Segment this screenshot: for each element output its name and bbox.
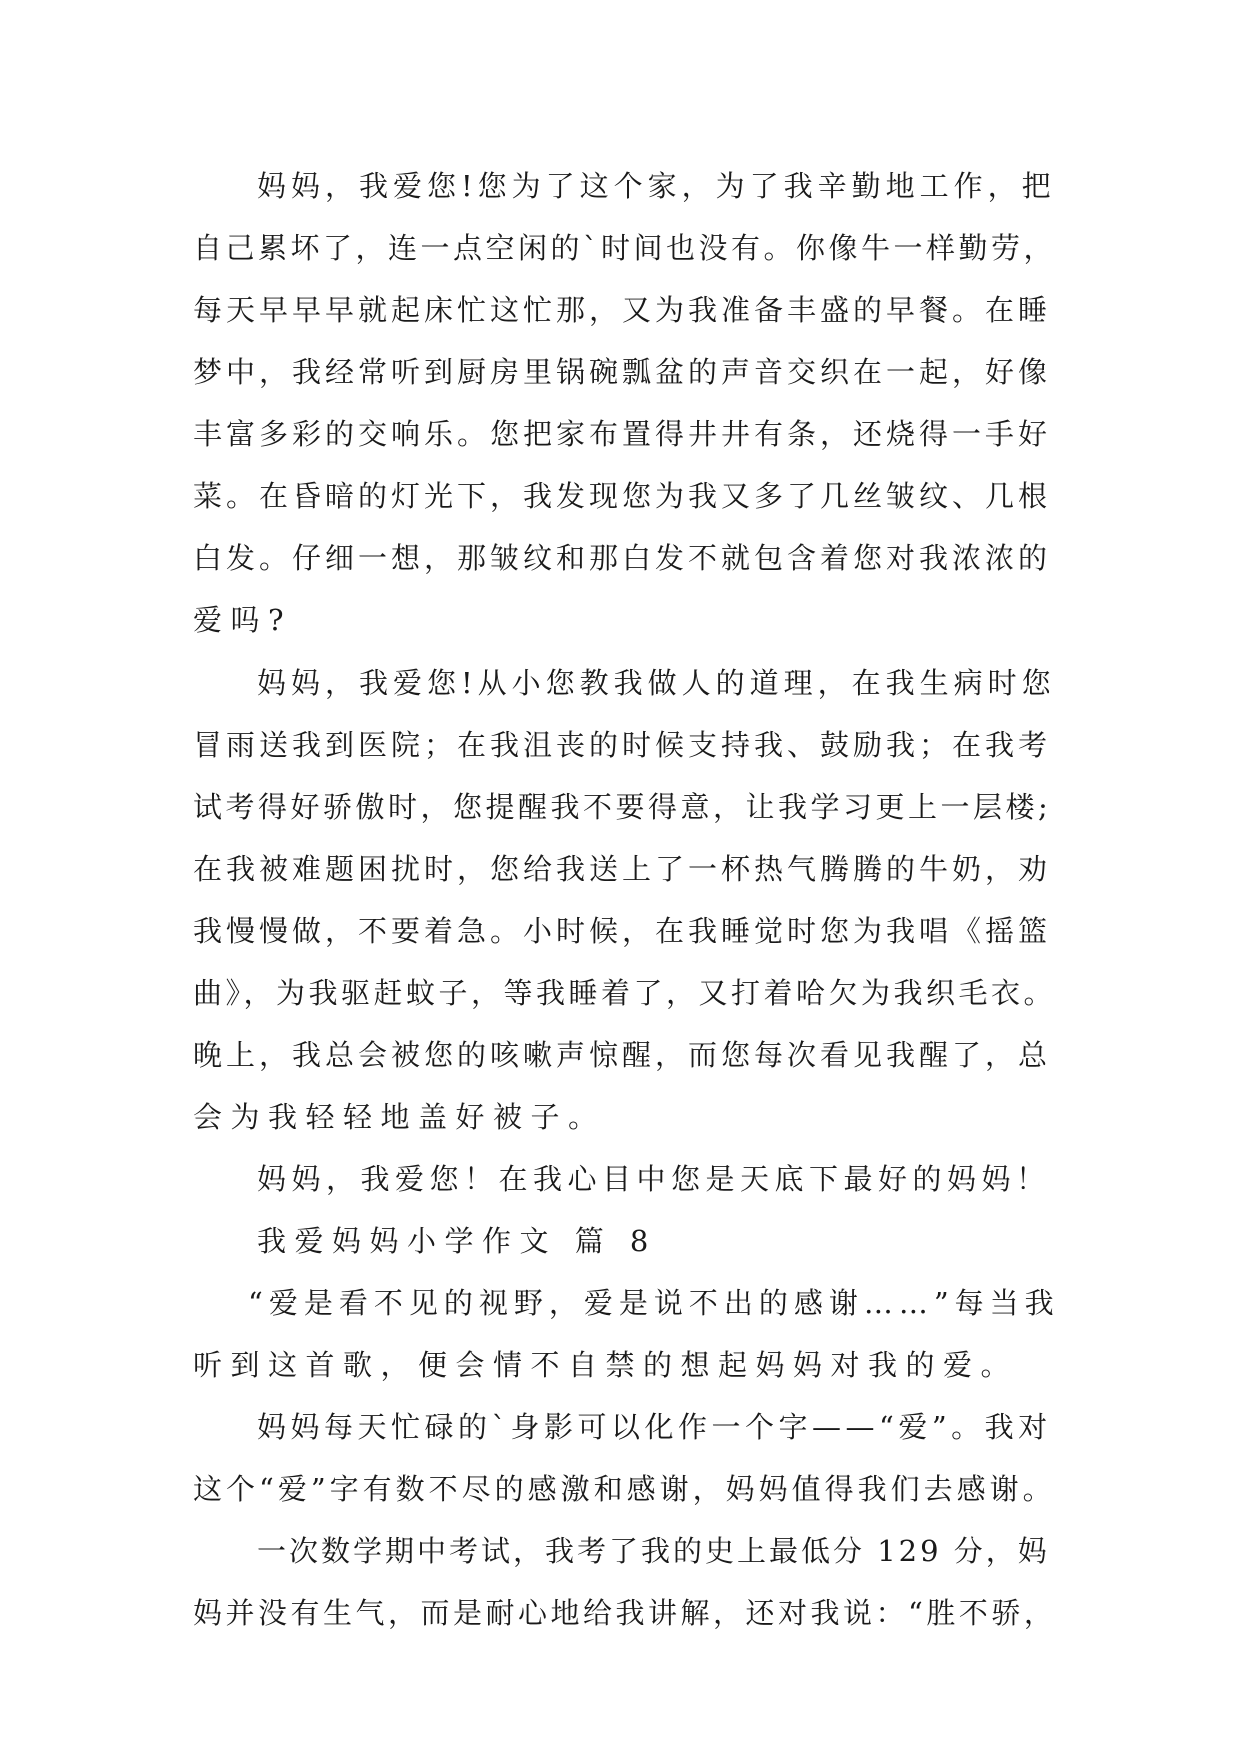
paragraph-4-line-2: 听到这首歌，便会情不自禁的想起妈妈对我的爱。 [193, 1348, 1019, 1382]
paragraph-1-line-8: 爱吗? [193, 603, 293, 637]
paragraph-1-line-5: 丰富多彩的交响乐。您把家布置得井井有条，还烧得一手好 [193, 417, 1052, 451]
paragraph-2-line-4: 在我被难题困扰时，您给我送上了一杯热气腾腾的牛奶，劝 [193, 852, 1052, 886]
paragraph-3-line-1: 妈妈，我爱您！在我心目中您是天底下最好的妈妈！ [257, 1162, 1051, 1196]
paragraph-2-line-1: 妈妈，我爱您!从小您教我做人的道理，在我生病时您 [257, 666, 1056, 700]
paragraph-2-line-5: 我慢慢做，不要着急。小时候，在我睡觉时您为我唱《摇篮 [193, 914, 1052, 948]
paragraph-1-line-4: 梦中，我经常听到厨房里锅碗瓢盆的声音交织在一起，好像 [193, 355, 1052, 389]
paragraph-2-line-8: 会为我轻轻地盖好被子。 [193, 1100, 606, 1134]
section-heading: 我爱妈妈小学作文 篇 8 [257, 1224, 657, 1258]
paragraph-1-line-6: 菜。在昏暗的灯光下，我发现您为我又多了几丝皱纹、几根 [193, 479, 1052, 513]
paragraph-5-line-1: 妈妈每天忙碌的`身影可以化作一个字——“爱”。我对 [257, 1410, 1052, 1444]
paragraph-6-line-2: 妈并没有生气，而是耐心地给我讲解，还对我说：“胜不骄， [193, 1596, 1057, 1630]
paragraph-1-line-7: 白发。仔细一想，那皱纹和那白发不就包含着您对我浓浓的 [193, 541, 1052, 575]
paragraph-2-line-3: 试考得好骄傲时，您提醒我不要得意，让我学习更上一层楼; [193, 790, 1052, 824]
paragraph-5-line-2: 这个“爱”字有数不尽的感激和感谢，妈妈值得我们去感谢。 [193, 1472, 1056, 1506]
paragraph-2-line-7: 晚上，我总会被您的咳嗽声惊醒，而您每次看见我醒了，总 [193, 1038, 1052, 1072]
paragraph-4-line-1: “爱是看不见的视野，爱是说不出的感谢……”每当我 [248, 1286, 1060, 1320]
paragraph-1-line-1: 妈妈，我爱您!您为了这个家，为了我辛勤地工作，把 [257, 169, 1056, 203]
paragraph-1-line-2: 自己累坏了，连一点空闲的`时间也没有。你像牛一样勤劳， [193, 231, 1057, 265]
paragraph-6-line-1: 一次数学期中考试，我考了我的史上最低分 129 分，妈 [257, 1534, 1050, 1568]
paragraph-2-line-6: 曲》，为我驱赶蚊子，等我睡着了，又打着哈欠为我织毛衣。 [193, 976, 1057, 1010]
paragraph-1-line-3: 每天早早早就起床忙这忙那，又为我准备丰盛的早餐。在睡 [193, 293, 1052, 327]
paragraph-2-line-2: 冒雨送我到医院；在我沮丧的时候支持我、鼓励我；在我考 [193, 728, 1052, 762]
